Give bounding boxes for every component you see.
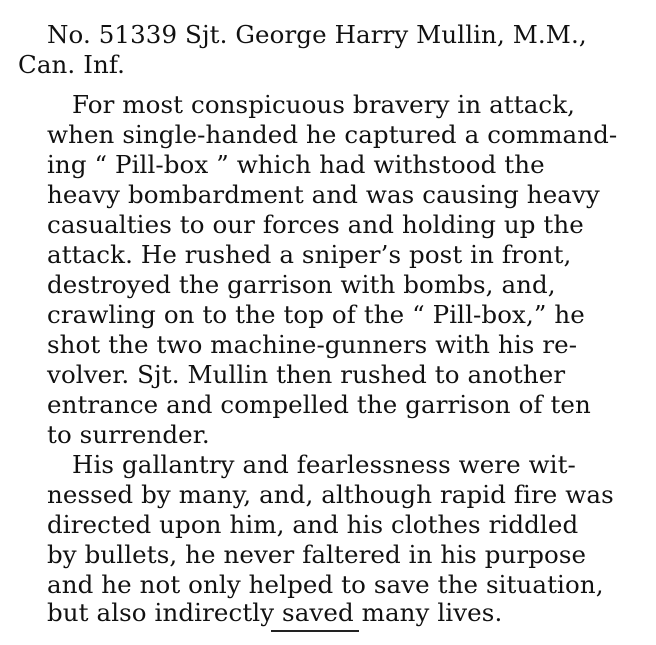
paragraph-1-line: destroyed the garrison with bombs, and, — [47, 270, 556, 299]
paragraph-1-line: crawling on to the top of the “ Pill-box,” he — [47, 300, 585, 329]
paragraph-1-line: attack. He rushed a sniper’s post in front, — [47, 240, 572, 269]
paragraph-2-line: His gallantry and fearlessness were wit- — [72, 450, 576, 479]
section-divider-rule — [271, 630, 359, 632]
paragraph-2-line: by bullets, he never faltered in his purpose — [47, 540, 587, 569]
paragraph-2-line: nessed by many, and, although rapid fire was — [47, 480, 614, 509]
paragraph-2-line: directed upon him, and his clothes riddled — [47, 510, 579, 539]
paragraph-1-line: to surrender. — [47, 420, 210, 449]
citation-heading-line-2: Can. Inf. — [18, 50, 126, 79]
paragraph-2-line: but also indirectly saved many lives. — [47, 598, 503, 627]
paragraph-1-line: heavy bombardment and was causing heavy — [47, 180, 600, 209]
paragraph-1-line: when single-handed he captured a command- — [47, 120, 618, 149]
paragraph-1-line: volver. Sjt. Mullin then rushed to another — [47, 360, 566, 389]
paragraph-1-line: entrance and compelled the garrison of ten — [47, 390, 591, 419]
paragraph-1-line: shot the two machine-gunners with his re- — [47, 330, 578, 359]
paragraph-1-line: For most conspicuous bravery in attack, — [72, 90, 576, 119]
paragraph-1-line: casualties to our forces and holding up the — [47, 210, 584, 239]
paragraph-2-line: and he not only helped to save the situation, — [47, 570, 604, 599]
paragraph-1-line: ing “ Pill-box ” which had withstood the — [47, 150, 545, 179]
citation-heading-line-1: No. 51339 Sjt. George Harry Mullin, M.M., — [47, 20, 587, 49]
